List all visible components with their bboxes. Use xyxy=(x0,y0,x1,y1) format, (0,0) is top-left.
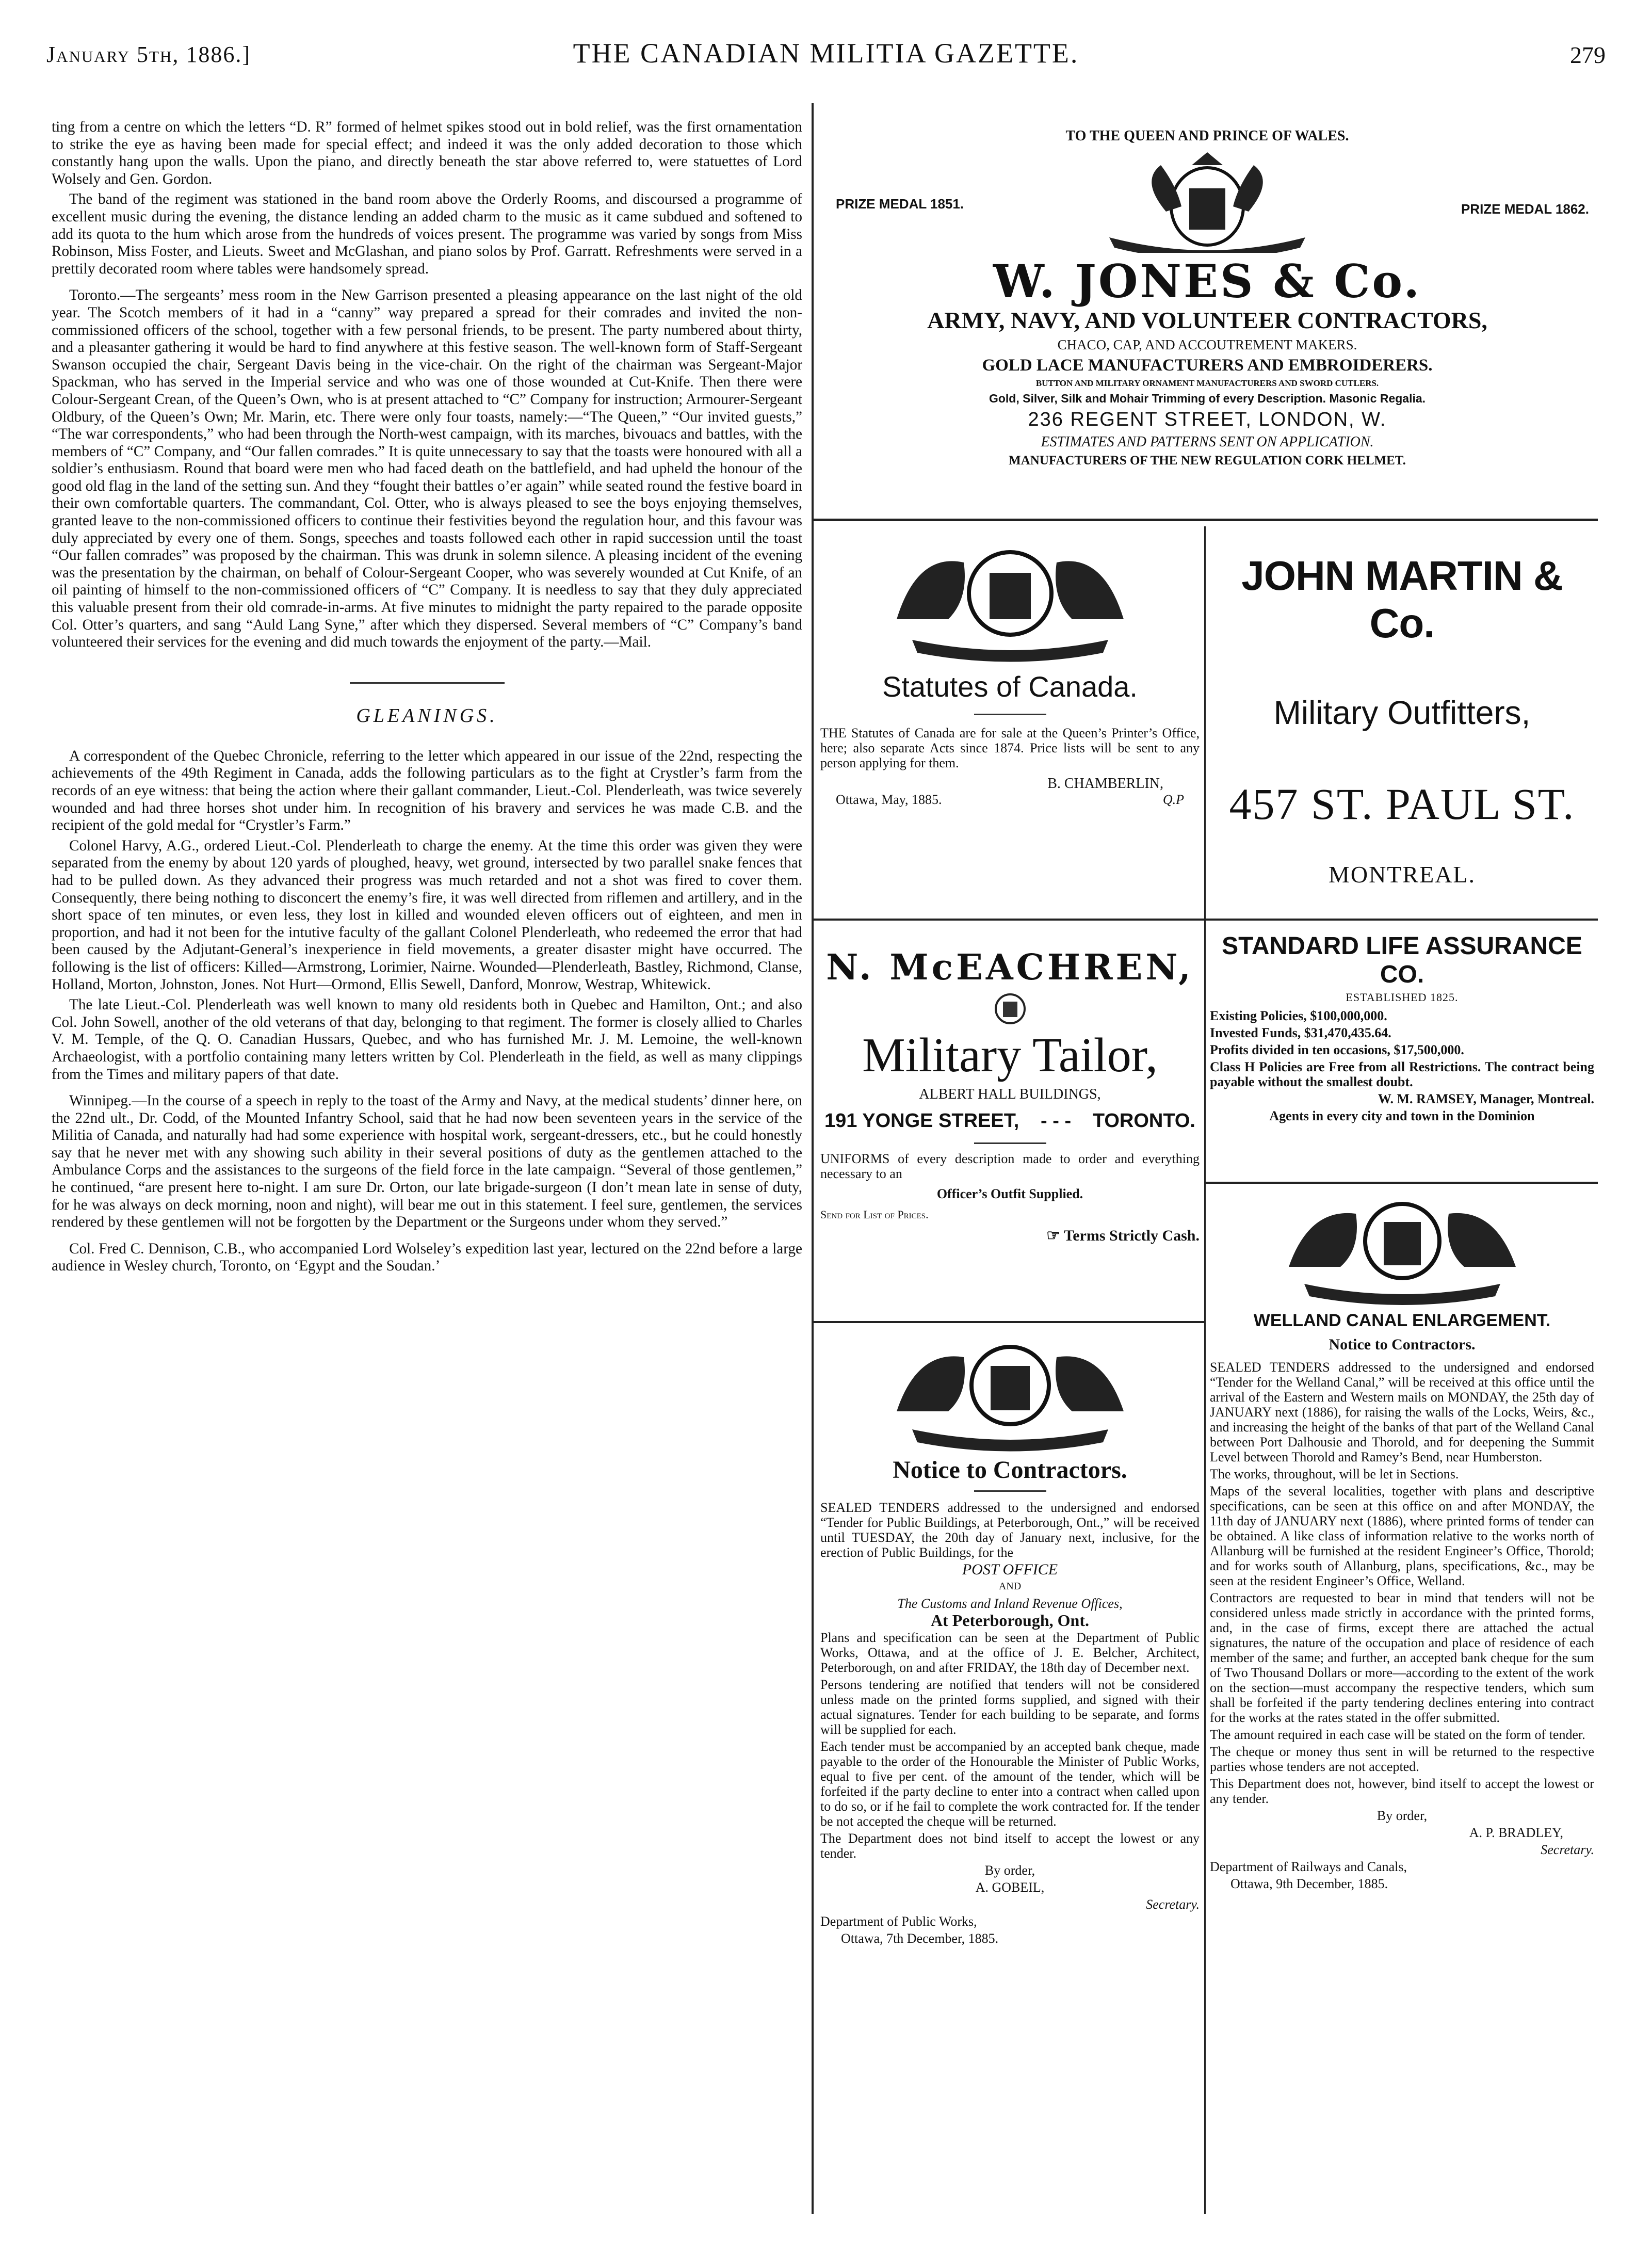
ad-rule-2 xyxy=(814,919,1204,921)
jones-address: 236 REGENT STREET, LONDON, W. xyxy=(1028,409,1387,430)
jones-line-7: ESTIMATES AND PATTERNS SENT ON APPLICATION. xyxy=(1041,434,1374,450)
ad-rule-5 xyxy=(1206,1182,1598,1184)
article-paragraph: Colonel Harvy, A.G., ordered Lieut.-Col. Plenderleath to charge the enemy. At the time this order was given they were separated from the enemy by about 120 yards of ploughed, heavy, wet ground, intersected by two parallel snake fences that had to be pulled down. As they advanced their progress was much retarded and not a shot was fired to cover them. Consequently, there being nothing to disconcert the enemy’s fire, it was well directed from riflemen and artillery, and in the short space of ten minutes, or even less, they lost in killed and wounded eleven officers out of eighteen, and men in proportion, and had it not been for the intutive faculty of the gallant Colonel Plenderleath, who redeemed the error that had been caused by the Adjutant-General’s inexperience in field movements, a greater disaster might have occurred. The following is the list of officers: Killed—Armstrong, Lorimier, Nairne. Wounded—Plenderleath, Bastley, Richmond, Clanse, Holland, Morton, Johnston, Jones. Not Hurt—Ormond, Ellis Sewell, Danford, Monrow, Westrap, Whitewick. xyxy=(52,837,802,993)
standard-life-l4: Class H Policies are Free from all Restrictions. The contract being payable without the smallest doubt. xyxy=(1210,1059,1594,1089)
mceachren-advertisement xyxy=(820,926,1200,1318)
peterborough-post-office: POST OFFICE xyxy=(962,1561,1058,1578)
peterborough-date: Ottawa, 7th December, 1885. xyxy=(841,1931,999,1946)
article-column xyxy=(52,119,802,2219)
ad-rule-3 xyxy=(814,1321,1204,1323)
pointing-hand-icon: ☞ xyxy=(1046,1227,1064,1244)
crest-small-icon xyxy=(979,988,1041,1029)
statutes-place: Ottawa, May, 1885. xyxy=(836,792,942,807)
jones-line-5: Gold, Silver, Silk and Mohair Trimming of every Description. Masonic Regalia. xyxy=(989,392,1426,405)
martin-advertisement xyxy=(1210,532,1594,916)
peterborough-and: AND xyxy=(998,1581,1022,1592)
divider xyxy=(974,1142,1046,1144)
tailor-list: Send for List of Prices. xyxy=(820,1208,929,1221)
jones-line-1: ARMY, NAVY, AND VOLUNTEER CONTRACTORS, xyxy=(927,307,1487,333)
issue-date: January 5th, 1886.] xyxy=(46,42,251,67)
jones-advertisement xyxy=(820,124,1594,516)
section-heading-gleanings: GLEANINGS. xyxy=(356,704,498,727)
welland-p5: The amount required in each case will be stated on the form of tender. xyxy=(1210,1727,1585,1742)
standard-life-l5: W. M. RAMSEY, Manager, Montreal. xyxy=(1378,1091,1594,1106)
welland-notice xyxy=(1210,1187,1594,2216)
tailor-street: 191 YONGE STREET, xyxy=(824,1110,1019,1132)
welland-dept: Department of Railways and Canals, xyxy=(1210,1859,1407,1874)
welland-p4: Contractors are requested to bear in mind that tenders will not be considered unless made strictly in accordance with the printed forms, and, in the case of firms, except there are attached the actual signatures, the nature of the occupation and place of residence of each member of the same; and further, an accepted bank cheque for the sum of Two Thousand Dollars or more—according to the extent of the work on the section—must accompany the respective tenders, which sum shall be forfeited if the party tendering declines entering into contract for the works at the rates stated in the offer submitted. xyxy=(1210,1590,1594,1725)
welland-p2: The works, throughout, will be let in Sections. xyxy=(1210,1467,1459,1482)
peterborough-at: At Peterborough, Ont. xyxy=(931,1611,1089,1630)
company-name: W. JONES & Co. xyxy=(993,254,1422,308)
standard-life-l1: Existing Policies, $100,000,000. xyxy=(1210,1008,1387,1023)
medal-left: PRIZE MEDAL 1851. xyxy=(836,196,964,212)
peterborough-title: Notice to Contractors. xyxy=(893,1456,1127,1484)
martin-city: MONTREAL. xyxy=(1328,861,1476,888)
article-paragraph: Toronto.—The sergeants’ mess room in the New Garrison presented a pleasing appearance on the last night of the old year. The Scotch members of it had in a “canny” way prepared a spread for their comrades and invited the non-commissioned officers of the school, together with a few personal friends, to be present. The party numbered about thirty, and a pleasanter gathering it would be hard to find anywhere at this festive season. The well-known form of Staff-Sergeant Swanson occupied the chair, Sergeant Davis being in the vice-chair. On the right of the chairman was Sergeant-Major Spackman, who has served in the Imperial service and who was one of those wounded at Cut-Knife. Then there were Colour-Sergeant Crean, of the Queen’s Own, who is at present attached to “C” Company for instruction; Armourer-Sergeant Oldbury, of the Queen’s Own; Mr. Marin, etc. There were only four toasts, namely:—“The Queen,” “Our invited guests,” “The war correspondents,” who had been through the North-west campaign, with its marches, bivouacs and battles, with the members of “C” Company, and “Our fallen comrades.” It is quite unnecessary to say that the toasts were honoured with all a soldier’s enthusiasm. Round that board were men who had faced death on the battlefield, and had upheld the honour of the good old flag in the land of the setting sun. And they “fought their battles o’er again” while seated round the festive board in their own comfortable quarters. The commandant, Col. Otter, who is always pleased to see the boys enjoying themselves, granted leave to the non-commissioned officers to continue their festivities beyond the regulation hour, and this favour was duly appreciated by every one of them. Songs, speeches and toasts followed each other in rapid succession until the toast “Our fallen comrades” was proposed by the chairman. This was drunk in solemn silence. A pleasing incident of the evening was the presentation by the chairman, on behalf of Colour-Sergeant Cooper, who was severely wounded at Cut Knife, of an oil painting of himself to the non-commissioned officers of “C” Company. It is needless to say that they duly appreciated this valuable present from their old comrade-in-arms. At five minutes to midnight the party repaired to the parade opposite Col. Otter’s quarters, and sang “Auld Lang Syne,” after which they dispersed. Several members of “C” Company’s band volunteered their services for the evening and did much towards the enjoyment of the party.—Mail. xyxy=(52,287,802,651)
peterborough-customs: The Customs and Inland Revenue Offices, xyxy=(897,1596,1123,1611)
tailor-title: Military Tailor, xyxy=(862,1028,1158,1082)
article-paragraph: Winnipeg.—In the course of a speech in reply to the toast of the Army and Navy, at the medical students’ dinner here, on the 22nd ult., Dr. Codd, of the Mounted Infantry School, said that he had now been seventeen years in the service of the Militia of Canada, and naturally had had some experience with hospital work, sergeant-dressers, etc., but he could honestly say that he never met with any showing such ability in their several positions of duty as the gentlemen attached to the Ambulance Corps and the assistances to the surgeons of the field force in the late campaign. “Several of those gentlemen,” he continued, “are present here to-night. I am sure Dr. Orton, our late brigade-surgeon (I don’t mean late in sense of duty, for he was always on deck morning, noon and night), will bear me out in this statement. I feel sure, gentlemen, the services rendered by these gentlemen will not be forgotten by the Department or the Surgeons under whom they served.” xyxy=(52,1092,802,1231)
medal-right: PRIZE MEDAL 1862. xyxy=(1461,201,1589,217)
coat-of-arms-icon xyxy=(1258,1187,1547,1306)
divider xyxy=(974,714,1046,715)
peterborough-p5: The Department does not bind itself to accept the lowest or any tender. xyxy=(820,1831,1200,1861)
page-number: 279 xyxy=(1570,42,1606,68)
ad-rule-1 xyxy=(814,519,1598,521)
welland-by-order: By order, xyxy=(1376,1808,1428,1823)
standard-life-name: STANDARD LIFE ASSURANCE CO. xyxy=(1222,932,1582,988)
jones-line-3: GOLD LACE MANUFACTURERS AND EMBROIDERERS. xyxy=(982,356,1433,375)
royal-warrant-line: TO THE QUEEN AND PRINCE OF WALES. xyxy=(1065,128,1349,144)
peterborough-p3: Persons tendering are notified that tenders will not be considered unless made on the printed forms supplied, and signed with their actual signatures. Tender for each building to be separate, and forms will be supplied for each. xyxy=(820,1677,1200,1737)
welland-title: WELLAND CANAL ENLARGEMENT. xyxy=(1253,1311,1551,1330)
peterborough-p2: Plans and specification can be seen at the Department of Public Works, Ottawa, and at the office of J. E. Belcher, Architect, Peterborough, on and after FRIDAY, the 18th day of December next. xyxy=(820,1630,1200,1675)
article-paragraph: ting from a centre on which the letters “D. R” formed of helmet spikes stood out in bold relief, was the first ornamentation to strike the eye as having been made for special effect; and indeed it was the only added decoration to those which constantly hang upon the walls. Upon the piano, and directly beneath the star above referred to, were statuettes of Lord Wolsely and Gen. Gordon. xyxy=(52,119,802,187)
peterborough-p1: SEALED TENDERS addressed to the undersigned and endorsed “Tender for Public Buildings, at Peterborough, Ont.,” will be received until TUESDAY, the 20th day of January next, inclusive, for the erection of Public Buildings, for the xyxy=(820,1500,1200,1560)
tailor-address-line xyxy=(820,1110,1200,1132)
peterborough-sig-title: Secretary. xyxy=(1146,1897,1200,1912)
welland-subtitle: Notice to Contractors. xyxy=(1329,1336,1476,1353)
tailor-name: N. McEACHREN, xyxy=(826,947,1194,988)
royal-crest-icon xyxy=(1089,150,1326,253)
section-divider xyxy=(350,682,505,684)
welland-p1: SEALED TENDERS addressed to the undersigned and endorsed “Tender for the Welland Canal,” will be received at this office until the arrival of the Eastern and Western mails on MONDAY, the 25th day of JANUARY next (1886), for raising the walls of the Locks, Weirs, &c., and increasing the height of the banks of that part of the Welland Canal between Port Dalhousie and Thorold, and for deepening the Summit Level between Thorold and Ramey’s Bend, near Humberston. xyxy=(1210,1360,1594,1464)
peterborough-dept: Department of Public Works, xyxy=(820,1914,977,1929)
peterborough-notice xyxy=(820,1329,1200,2216)
jones-line-4: BUTTON AND MILITARY ORNAMENT MANUFACTURERS AND SWORD CUTLERS. xyxy=(1035,378,1379,388)
article-paragraph: The band of the regiment was stationed in the band room above the Orderly Rooms, and discoursed a programme of excellent music during the evening, the distance lending an added charm to the music as it came subdued and softened to add its quota to the hum which arose from the hundreds of voices present. The programme was varied by songs from Miss Robinson, Miss Foster, and Lieuts. Sweet and McGlashan, and piano solos by Prof. Garratt. Refreshments were served in a prettily decorated room where tables were handsomely spread. xyxy=(52,191,802,277)
peterborough-p4: Each tender must be accompanied by an accepted bank cheque, made payable to the order of the Honourable the Minister of Public Works, equal to five per cent. of the amount of the tender, which will be forfeited if the party decline to enter into a contract when called upon to do so, or if he fail to complete the work contracted for. If the tender be not accepted the cheque will be returned. xyxy=(820,1739,1200,1829)
publication-title: THE CANADIAN MILITIA GAZETTE. xyxy=(573,38,1079,69)
martin-address: 457 ST. PAUL ST. xyxy=(1229,779,1575,829)
welland-sig-title: Secretary. xyxy=(1541,1842,1594,1857)
statutes-sig-title: Q.P xyxy=(1162,792,1184,807)
tailor-terms-text: Terms Strictly Cash. xyxy=(1063,1227,1200,1244)
statutes-text: THE Statutes of Canada are for sale at the Queen’s Printer’s Office, here; also separate Acts since 1874. Price lists will be sent to any person applying for them. xyxy=(820,726,1200,770)
coat-of-arms-icon xyxy=(866,532,1155,666)
divider xyxy=(974,1490,1046,1492)
standard-life-advertisement xyxy=(1210,929,1594,1179)
coat-of-arms-icon xyxy=(866,1329,1155,1453)
tailor-text: UNIFORMS of every description made to order and everything necessary to an xyxy=(820,1151,1200,1181)
martin-title: Military Outfitters, xyxy=(1273,694,1531,731)
welland-date: Ottawa, 9th December, 1885. xyxy=(1230,1876,1388,1891)
welland-p7: This Department does not, however, bind itself to accept the lowest or any tender. xyxy=(1210,1776,1594,1806)
jones-line-8: MANUFACTURERS OF THE NEW REGULATION CORK HELMET. xyxy=(1009,454,1406,468)
standard-life-l2: Invested Funds, $31,470,435.64. xyxy=(1210,1025,1391,1040)
tailor-terms xyxy=(820,1227,1200,1245)
ad-rule-4 xyxy=(1206,919,1598,921)
statutes-signature: B. CHAMBERLIN, xyxy=(1047,776,1163,792)
tailor-dots: - - - xyxy=(1041,1110,1072,1132)
welland-p6: The cheque or money thus sent in will be returned to the respective parties whose tenders are not accepted. xyxy=(1210,1744,1594,1774)
statutes-advertisement xyxy=(820,532,1200,916)
article-paragraph: A correspondent of the Quebec Chronicle, referring to the letter which appeared in our issue of the 22nd, respecting the achievements of the 49th Regiment in Canada, adds the following particulars as to the fight at Crystler’s farm from the records of an eye witness: that being the action where their gallant commander, Lieut.-Col. Plenderleath, was twice severely wounded and had three horses shot under him. In recognition of his bravery and services he was made C.B. and the recipient of the gold medal for “Crystler’s Farm.” xyxy=(52,747,802,834)
medal-row xyxy=(820,150,1594,253)
page-header xyxy=(46,26,1606,72)
article-paragraph: The late Lieut.-Col. Plenderleath was well known to many old residents both in Quebec and Hamilton, Ont.; and also Col. John Sowell, another of the old veterans of that day, belonging to that regiment. The former is closely allied to Charles V. M. Temple, of the Q. O. Canadian Hussars, Quebec, and who has furnished Mr. J. M. Lemoine, the well-known Archaeologist, with a portfolio containing many letters written by Col. Plenderleath in the field, as well as many clippings from the Times and military papers of that date. xyxy=(52,996,802,1083)
statutes-title: Statutes of Canada. xyxy=(882,670,1138,703)
standard-life-established: ESTABLISHED 1825. xyxy=(1346,991,1459,1004)
peterborough-signer: A. GOBEIL, xyxy=(975,1880,1045,1895)
welland-signer: A. P. BRADLEY, xyxy=(1469,1825,1563,1840)
tailor-outfit: Officer’s Outfit Supplied. xyxy=(936,1186,1083,1201)
jones-line-2: CHACO, CAP, AND ACCOUTREMENT MAKERS. xyxy=(1057,337,1357,352)
peterborough-by-order: By order, xyxy=(984,1863,1035,1878)
welland-p3: Maps of the several localities, together with plans and descriptive specifications, can be seen at this office on and after MONDAY, the 11th day of JANUARY next (1886), where printed forms of tender can be obtained. A like class of information relative to the works north of Allanburg will be furnished at the resident Engineer’s Office, Thorold; and for works south of Allanburg, plans, specifications, &c., may be seen at the resident Engineer’s Office, Welland. xyxy=(1210,1484,1594,1588)
column-rule-2 xyxy=(1204,526,1206,2214)
column-rule-1 xyxy=(812,103,814,2214)
standard-life-l3: Profits divided in ten occasions, $17,500,000. xyxy=(1210,1042,1464,1057)
tailor-building: ALBERT HALL BUILDINGS, xyxy=(919,1086,1101,1102)
martin-name: JOHN MARTIN & Co. xyxy=(1241,553,1563,646)
standard-life-l6: Agents in every city and town in the Dominion xyxy=(1269,1108,1535,1123)
tailor-city: TORONTO. xyxy=(1092,1110,1195,1132)
article-paragraph: Col. Fred C. Dennison, C.B., who accompanied Lord Wolseley’s expedition last year, lectured on the 22nd before a large audience in Wesley church, Toronto, on ‘Egypt and the Soudan.’ xyxy=(52,1240,802,1275)
